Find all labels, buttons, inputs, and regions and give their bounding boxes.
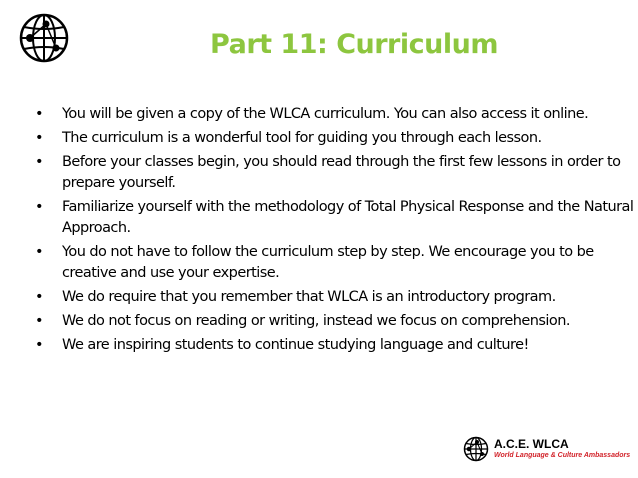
bullet-item [34,197,634,239]
bullet-dot: • [35,313,44,329]
bullet-item [34,311,634,332]
bullet-dot: • [35,106,44,122]
slide-title: Part 11: Curriculum [210,29,498,60]
globe-network-icon [18,12,70,64]
bullet-list [34,104,634,359]
bullet-text: The curriculum is a wonderful tool for guiding you through each lesson. [62,130,542,146]
bullet-item [34,152,634,194]
bullet-item [34,128,634,149]
bullet-text: You will be given a copy of the WLCA curriculum. You can also access it online. [62,106,589,122]
bullet-text: Familiarize yourself with the methodology of Total Physical Response and the Natural Approach. [62,199,634,236]
bullet-dot: • [35,199,44,215]
bullet-item [34,335,634,356]
bullet-dot: • [35,289,44,305]
bullet-dot: • [35,130,44,146]
footer-org-name: A.C.E. WLCA [494,437,569,451]
bullet-text: Before your classes begin, you should read through the first few lessons in order to prepare yourself. [62,154,621,191]
bullet-dot: • [35,244,44,260]
bullet-text: We do not focus on reading or writing, instead we focus on comprehension. [62,313,570,329]
bullet-item [34,287,634,308]
bullet-text: We are inspiring students to continue studying language and culture! [62,337,529,353]
footer-tagline: World Language & Culture Ambassadors [494,452,631,459]
bullet-dot: • [35,154,44,170]
globe-network-icon [463,436,489,462]
bullet-dot: • [35,337,44,353]
bullet-text: We do require that you remember that WLCA is an introductory program. [62,289,556,305]
bullet-text: You do not have to follow the curriculum step by step. We encourage you to be creative and use your expertise. [62,244,594,281]
bullet-item [34,242,634,284]
bullet-item [34,104,634,125]
